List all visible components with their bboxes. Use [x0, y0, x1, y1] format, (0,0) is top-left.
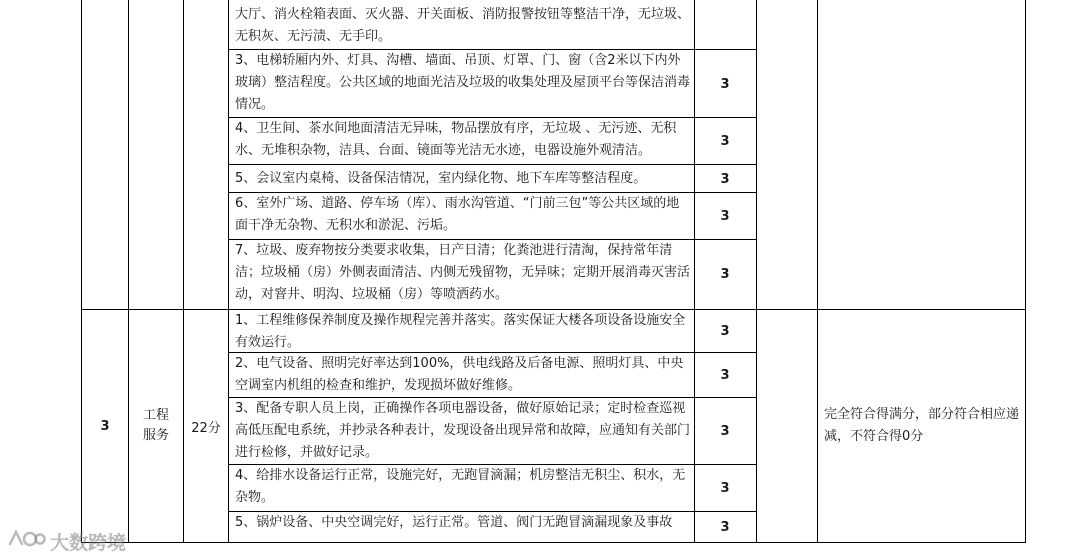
score-cell: 3 — [720, 480, 730, 496]
table-row-text: 1、工程维修保养制度及操作规程完善并落实。落实保证大楼各项设备设施安全有效运行。 — [235, 313, 686, 350]
table-border — [1025, 0, 1026, 543]
table-border — [228, 464, 757, 465]
table-row-text: 5、会议室内桌椅、设备保洁情况，室内绿化物、地下车库等整洁程度。 — [235, 171, 647, 186]
score-cell: 3 — [720, 133, 730, 149]
table-border — [817, 0, 818, 543]
score-cell: 3 — [720, 423, 730, 439]
table-row-text: 6、室外广场、道路、停车场（库）、雨水沟管道、“门前三包”等公共区域的地面干净无杂物、无积水和淤泥、污垢。 — [235, 196, 680, 233]
score-cell: 3 — [720, 208, 730, 224]
table-row-text: 7、垃圾、废弃物按分类要求收集，日产日清；化粪池进行清淘，保持常年清洁；垃圾桶（房）外侧表面清洁、内侧无残留物，无异味；定期开展消毒灭害活动，对窨井、明沟、垃圾桶（房）等喷洒药水。 — [235, 243, 691, 302]
logo-icon — [6, 526, 46, 557]
table-row-text: 大厅、消火栓箱表面、灭火器、开关面板、消防报警按钮等整洁干净，无垃圾、无积灰、无污渍、无手印。 — [235, 7, 691, 44]
table-border — [228, 0, 229, 543]
table-border — [228, 352, 757, 353]
table-border — [81, 0, 82, 543]
watermark — [6, 526, 126, 557]
table-border — [694, 0, 695, 543]
table-border — [228, 239, 757, 240]
table-border — [228, 397, 757, 398]
section-points: 22分 — [191, 420, 221, 436]
score-cell: 3 — [720, 171, 730, 187]
score-cell: 3 — [720, 519, 730, 535]
table-border — [128, 0, 129, 543]
table-border — [228, 117, 757, 118]
table-row-text: 2、电气设备、照明完好率达到100%，供电线路及后备电源、照明灯具、中央空调室内机组的检查和维护，发现损坏做好维修。 — [235, 356, 684, 393]
table-border — [228, 511, 757, 512]
table-row-text: 5、锅炉设备、中央空调完好，运行正常。管道、阀门无跑冒滴漏现象及事故 — [235, 515, 673, 530]
table-border — [183, 0, 184, 543]
score-cell: 3 — [720, 367, 730, 383]
scoring-criteria: 完全符合得满分，部分符合相应递减，不符合得0分 — [824, 407, 1020, 444]
table-border — [81, 309, 1026, 310]
score-cell: 3 — [720, 323, 730, 339]
score-cell: 3 — [720, 76, 730, 92]
table-row-text: 4、给排水设备运行正常，设施完好，无跑冒滴漏；机房整洁无积尘、积水，无杂物。 — [235, 468, 686, 505]
section-category: 工程服务 — [142, 408, 169, 443]
table-row-text: 3、电梯轿厢内外、灯具、沟槽、墙面、吊顶、灯罩、门、窗（含2米以下内外玻璃）整洁程度。公共区域的地面光洁及垃圾的收集处理及屋顶平台等保洁消毒情况。 — [235, 53, 691, 112]
section-index: 3 — [100, 418, 110, 434]
table-row-text: 3、配备专职人员上岗，正确操作各项电器设备，做好原始记录；定时检查巡视高低压配电系统，并抄录各种表计，发现设备出现异常和故障，应通知有关部门进行检修，并做好记录。 — [235, 401, 691, 460]
table-border — [228, 192, 757, 193]
table-row-text: 4、卫生间、茶水间地面清洁无异味，物品摆放有序，无垃圾 、无污迹、无积水、无堆积杂物，洁具、台面、镜面等光洁无水迹，电器设施外观清洁。 — [235, 121, 677, 158]
table-border — [756, 0, 757, 543]
score-cell: 3 — [720, 266, 730, 282]
table-border — [81, 542, 1026, 543]
watermark-text: 大数跨境 — [50, 532, 127, 554]
table-border — [228, 49, 757, 50]
table-border — [228, 164, 757, 165]
